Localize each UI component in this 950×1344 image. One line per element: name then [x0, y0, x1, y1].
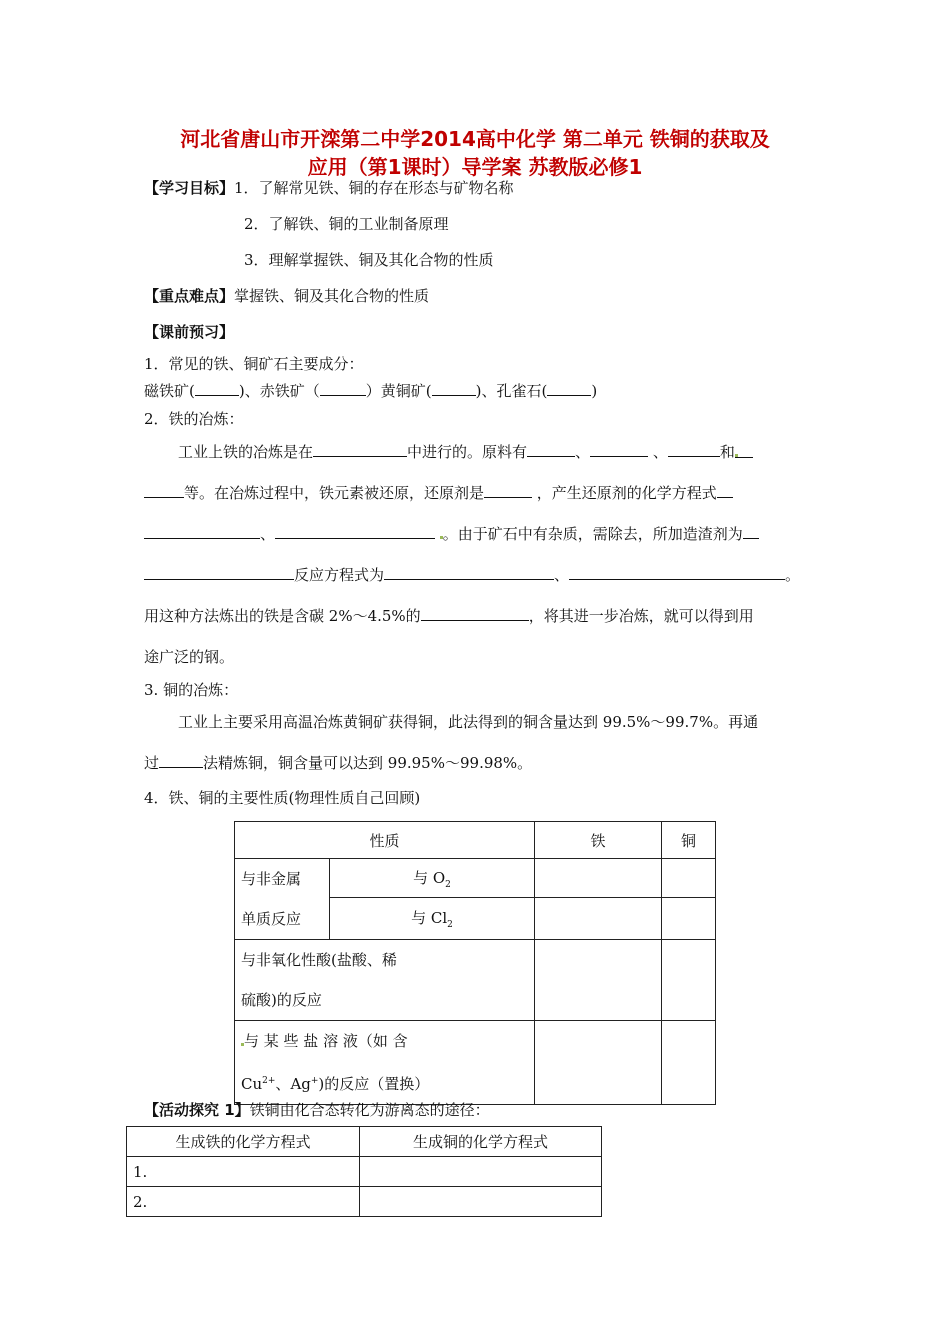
blank	[484, 483, 532, 498]
key-points-row	[144, 285, 429, 306]
blank	[569, 565, 785, 580]
cell-empty	[534, 859, 661, 898]
objective-3: 3．理解掌握铁、铜及其化合物的性质	[244, 251, 494, 269]
q4-heading: 4．铁、铜的主要性质(物理性质自己回顾)	[144, 789, 421, 807]
q2-line6: 途广泛的钢。	[144, 648, 235, 666]
preview-label: 【课前预习】	[144, 323, 235, 341]
row-number-1: 1.	[127, 1157, 360, 1187]
header-copper-equation: 生成铜的化学方程式	[360, 1127, 602, 1157]
blank	[384, 565, 554, 580]
mark-dot	[735, 454, 738, 457]
row-acid-label: 与非氧化性酸(盐酸、稀 硫酸)的反应	[235, 940, 535, 1021]
blank	[144, 524, 260, 539]
blank	[668, 442, 720, 457]
blank	[527, 442, 575, 457]
equation-table	[126, 1126, 602, 1217]
cell-cl2: 与 $Cl_2$	[330, 898, 535, 940]
objective-1: 1．了解常见铁、铜的存在形态与矿物名称	[234, 179, 514, 197]
q2-line1: 工业上铁的冶炼是在 中进行的。原料有 、 、 和	[178, 441, 753, 462]
q2-line3: 、 。由于矿石中有杂质，需除去，所加造渣剂为	[144, 523, 759, 544]
cell-empty	[534, 898, 661, 940]
cell-empty	[360, 1157, 602, 1187]
blank	[590, 442, 648, 457]
blank	[735, 443, 753, 458]
doc-title-line1: 河北省唐山市开滦第二中学2014高中化学 第二单元 铁铜的获取及	[180, 127, 770, 151]
q2-line2: 等。在冶炼过程中，铁元素被还原，还原剂是 ，产生还原剂的化学方程式	[144, 482, 733, 503]
cell-empty	[360, 1187, 602, 1217]
blank	[320, 381, 366, 396]
row-salt-label: 与 某 些 盐 溶 液（如 含 $Cu^{2+}$、Ag+)的反应（置换）	[235, 1021, 535, 1105]
row-nonmetal-label: 与非金属 单质反应	[235, 859, 330, 940]
objectives-row	[144, 177, 514, 198]
header-copper: 铜	[661, 822, 715, 859]
blank	[195, 381, 239, 396]
cell-empty	[661, 859, 715, 898]
blank	[743, 524, 759, 539]
q1-heading: 1．常见的铁、铜矿石主要成分：	[144, 355, 364, 373]
blank	[432, 381, 476, 396]
q3-line1: 工业上主要采用高温冶炼黄铜矿获得铜，此法得到的铜含量达到 99.5%～99.7%。再通	[178, 713, 759, 731]
cell-o2: 与 $O_2$	[330, 859, 535, 898]
q2-line5: 用这种方法炼出的铁是含碳 2%～4.5%的 ，将其进一步冶炼，就可以得到用	[144, 607, 754, 625]
q3-line2: 过 法精炼铜，铜含量可以达到 99.95%～99.98%。	[144, 754, 533, 772]
objectives-label: 【学习目标】	[144, 179, 235, 197]
header-iron: 铁	[534, 822, 661, 859]
blank	[144, 483, 184, 498]
blank	[275, 524, 435, 539]
q2-heading: 2．铁的冶炼：	[144, 410, 244, 428]
objective-2: 2．了解铁、铜的工业制备原理	[244, 215, 449, 233]
cell-empty	[534, 1021, 661, 1105]
blank	[547, 381, 591, 396]
blank	[717, 483, 733, 498]
cell-empty	[534, 940, 661, 1021]
row-number-2: 2.	[127, 1187, 360, 1217]
q2-line4: 反应方程式为 、 。	[144, 564, 800, 585]
header-iron-equation: 生成铁的化学方程式	[127, 1127, 360, 1157]
properties-table	[234, 821, 716, 1105]
blank	[313, 442, 407, 457]
blank	[144, 565, 294, 580]
cell-empty	[661, 940, 715, 1021]
activity-row	[144, 1099, 490, 1120]
doc-title-line2: 应用（第1课时）导学案 苏教版必修1	[307, 155, 643, 179]
activity-label: 【活动探究 1】	[144, 1101, 250, 1119]
blank	[159, 753, 203, 768]
key-points-text: 掌握铁、铜及其化合物的性质	[234, 287, 430, 305]
blank	[421, 606, 529, 621]
q1-ores: 磁铁矿( )、赤铁矿（ ）黄铜矿( )、孔雀石( )	[144, 382, 598, 400]
cell-empty	[661, 898, 715, 940]
q3-heading: 3. 铜的冶炼：	[144, 681, 239, 699]
activity-text: 铁铜由化合态转化为游离态的途径：	[249, 1101, 490, 1119]
cell-empty	[661, 1021, 715, 1105]
header-property: 性质	[235, 822, 535, 859]
key-points-label: 【重点难点】	[144, 287, 235, 305]
